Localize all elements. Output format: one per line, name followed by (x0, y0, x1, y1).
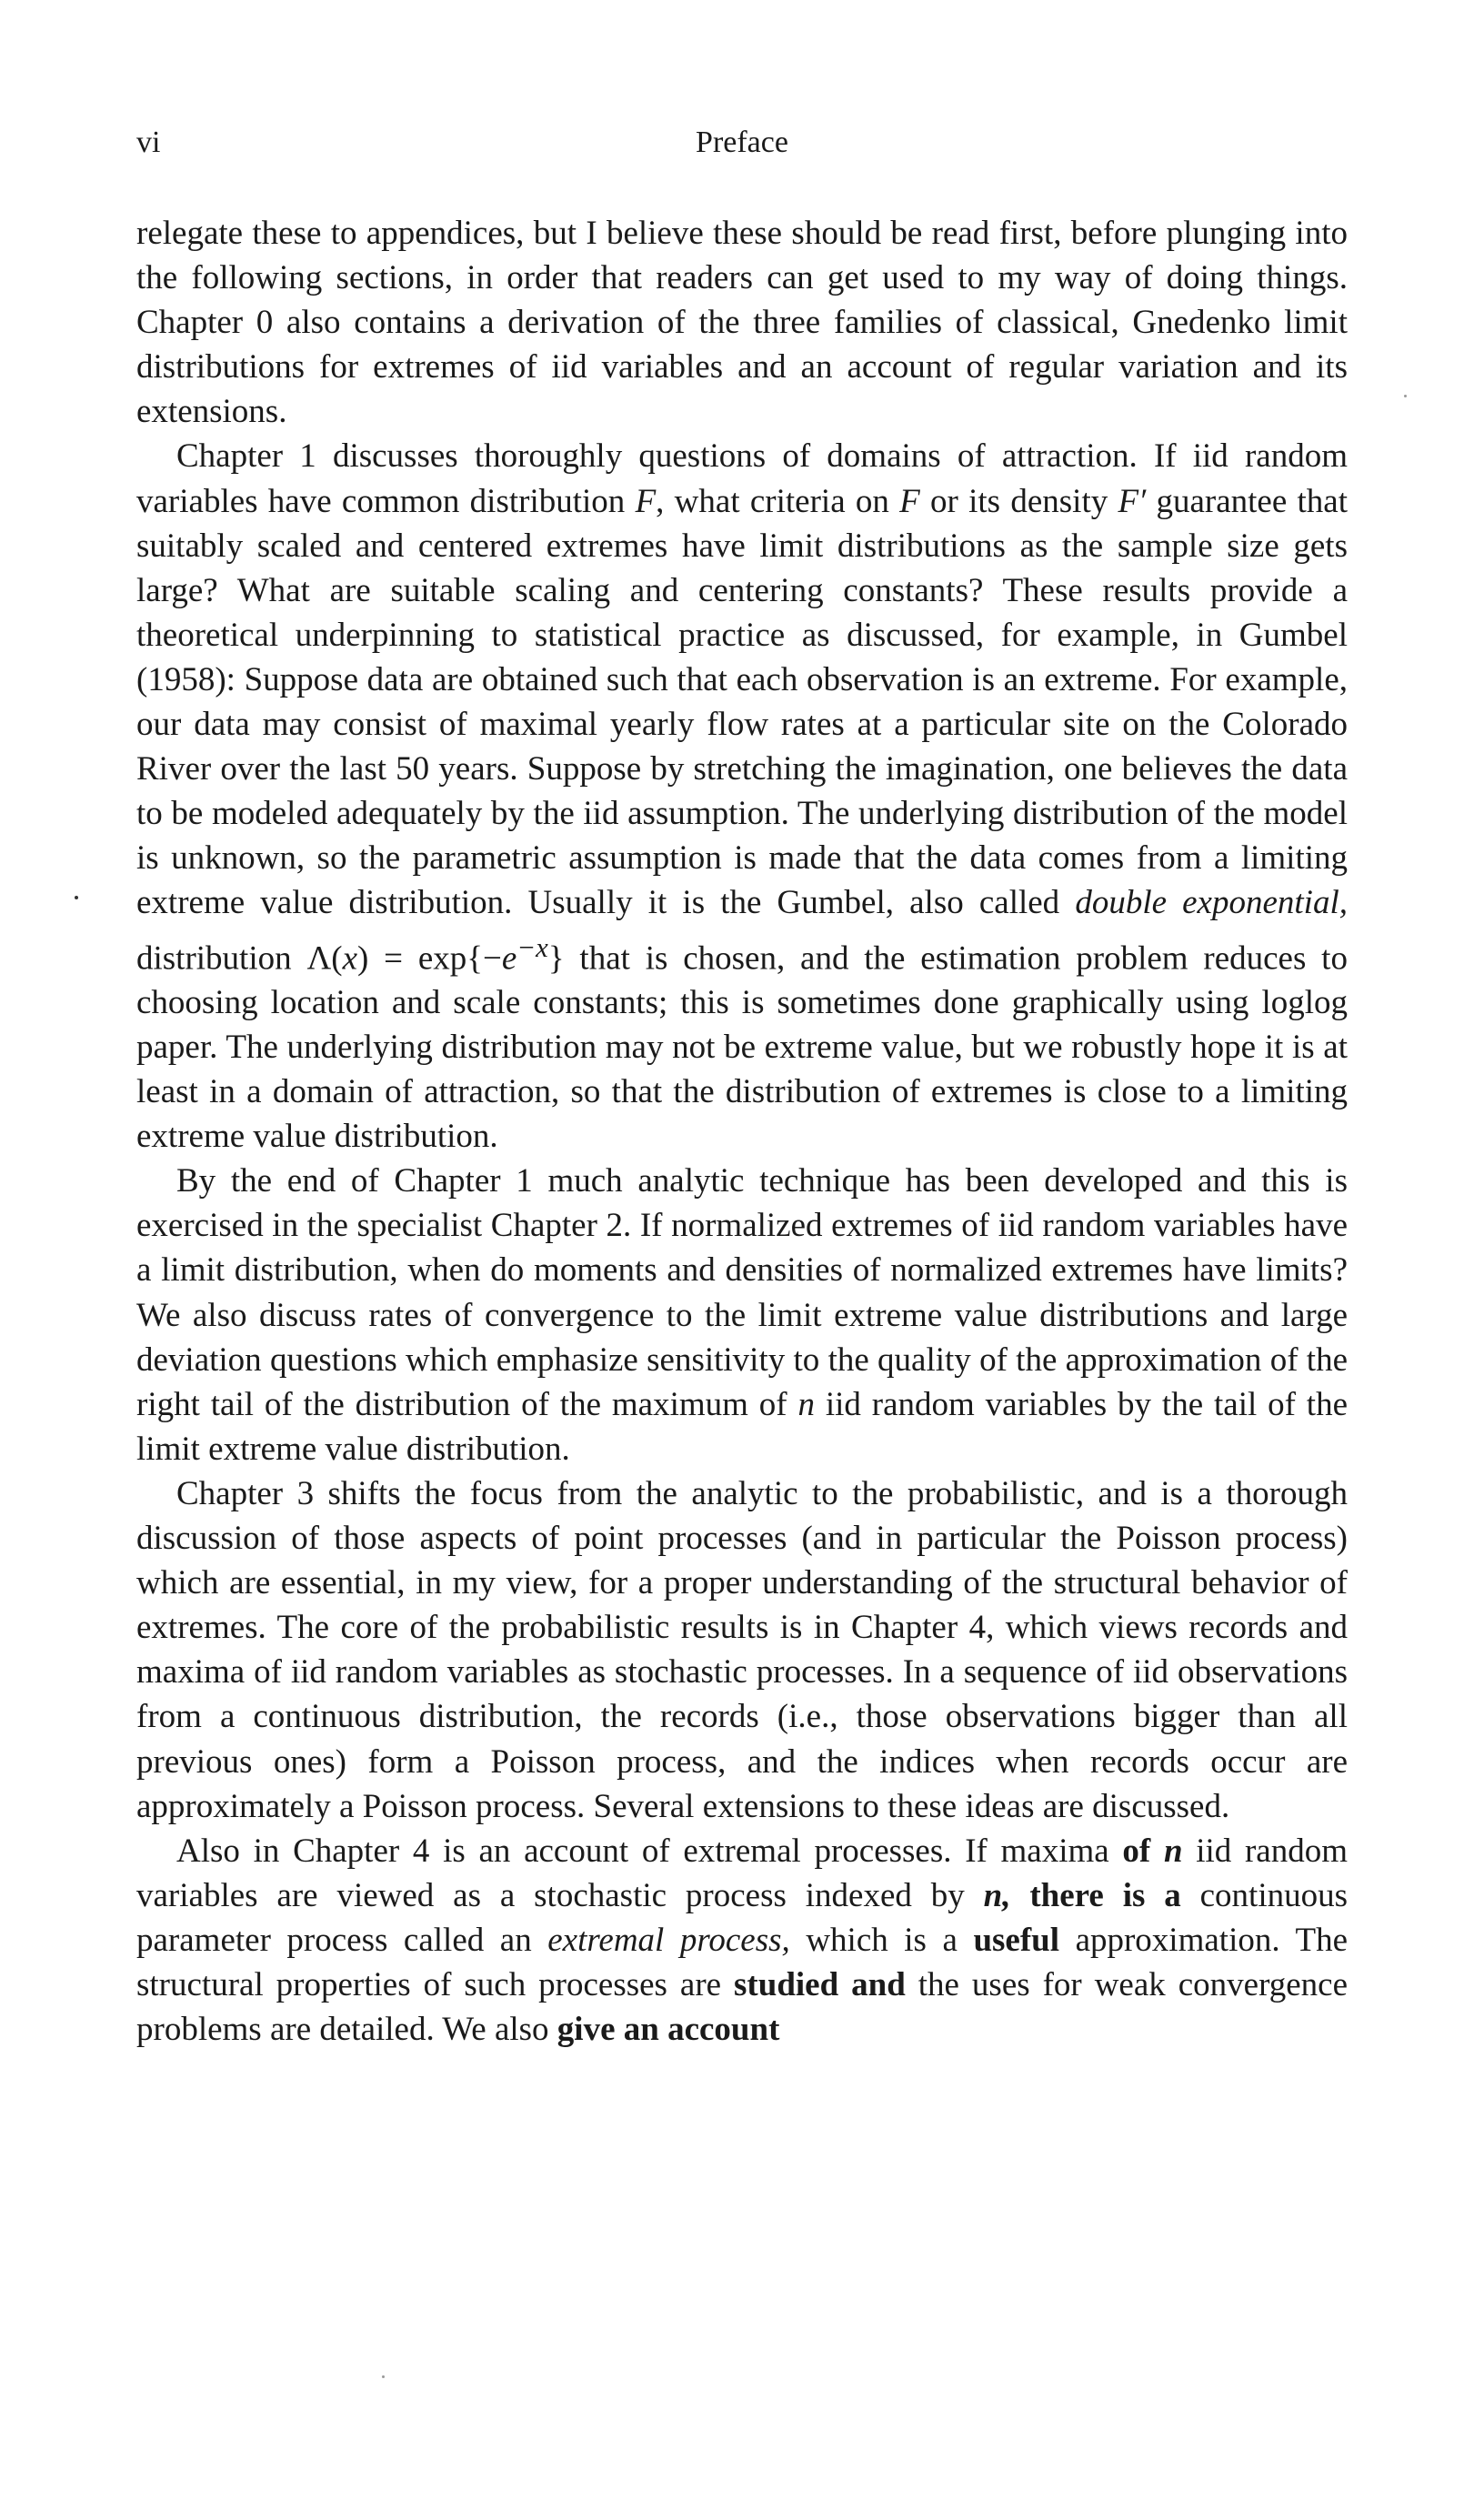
scan-speck (382, 2375, 385, 2378)
paragraph-2-text: distribution Λ( (136, 939, 343, 977)
paragraph-2-text: } that is chosen, and the estimation problem reduces to choosing location and scale constants; this is sometimes done graphically using loglog paper. The underlying distribution may not be extreme value, but we robustly hope it is at least in a domain of attraction, so that the distribution of extremes is close to a limiting extreme value distribution. (136, 939, 1348, 1156)
paragraph-2-text: guarantee that suitably scaled and centered extremes have limit distributions as the sample size gets large? What are suitable scaling and centering constants? These results provide a theoretical underpinning to statistical practice as discussed, for example, in Gumbel (1958): Suppose data are obtained such that each observation is an extreme. For example, our data may consist of maximal yearly flow rates at a particular site on the Colorado River over the last 50 years. Suppose by stretching the imagination, one believes the data to be modeled adequately by the iid assumption. The underlying distribution of the model is unknown, so the parametric assumption is made that the data comes from a limiting extreme value distribution. Usually it is the Gumbel, also called (136, 482, 1348, 922)
paragraph-5-text: the uses for weak convergence problems are detailed. We also (136, 1965, 1349, 2049)
math-exponent: −x (516, 931, 548, 963)
math-F: F (635, 482, 657, 520)
math-F-prime: F′ (1118, 482, 1147, 520)
running-head (136, 120, 1348, 166)
paragraph-2-text: Chapter 1 discusses thoroughly questions of domains of attraction. If iid random variables have common distribution (136, 437, 1348, 520)
paragraph-5-text: iid random variables are viewed as a stochastic process indexed by (136, 1832, 1349, 1914)
math-n: n, (983, 1876, 1011, 1914)
paragraph-1-text: relegate these to appendices, but I believe these should be read first, before plunging into the following sections, in order that readers can get used to my way of doing things. Chapter 0 also contains a derivation of the three families of classical, Gnedenko limit distributions for extremes of iid variables and an account of regular variation and its extensions. (136, 215, 1348, 431)
bold-text: of (1122, 1832, 1151, 1870)
math-e: e (501, 939, 517, 977)
paragraph-5 (136, 1829, 1348, 2052)
body-text (136, 211, 1348, 2052)
paragraph-2-text: ) = exp{− (357, 939, 502, 977)
paragraph-1 (136, 211, 1348, 434)
paragraph-2-text: or its density (919, 482, 1118, 520)
paragraph-4-text: Chapter 3 shifts the focus from the analytic to the probabilistic, and is a thorough discussion of those aspects of point processes (and in particular the Poisson process) which are essential, in my view, for a proper understanding of the structural behavior of extremes. The core of the probabilistic results is in Chapter 4, which views records and maxima of iid random variables as stochastic processes. In a sequence of iid observations from a continuous distribution, the records (i.e., those observations bigger than all previous ones) form a Poisson process, and the indices when records occur are approximately a Poisson process. Several extensions to these ideas are discussed. (136, 1474, 1348, 1825)
scan-speck (75, 896, 78, 899)
math-n: n (797, 1385, 815, 1423)
emphasis-extremal-process: extremal process, (547, 1921, 790, 1959)
paragraph-2 (136, 434, 1348, 1159)
bold-text: studied and (734, 1965, 906, 2003)
math-x: x (342, 939, 358, 977)
paragraph-3-text: By the end of Chapter 1 much analytic technique has been developed and this is exercised in the specialist Chapter 2. If normalized extremes of iid random variables have a limit distribution, when do moments and densities of normalized extremes have limits? We also discuss rates of convergence to the limit extreme value distributions and large deviation questions which emphasize sensitivity to the quality of the approximation of the right tail of the distribution of the maximum of (136, 1162, 1348, 1423)
bold-text: give an account (556, 2011, 780, 2049)
bold-text: there is a (1029, 1876, 1181, 1914)
math-F: F (899, 482, 920, 520)
paragraph-5-text: which is a (789, 1921, 974, 1959)
emphasis-double-exponential: double exponential, (1075, 884, 1348, 922)
paragraph-2-text: , what criteria on (656, 482, 900, 520)
paragraph-3 (136, 1159, 1348, 1471)
bold-text: useful (973, 1921, 1060, 1959)
paragraph-4 (136, 1471, 1348, 1829)
paragraph-5-text: approximation. The structural properties of such processes are (136, 1921, 1348, 2003)
paragraph-3-text: iid random variables by the tail of the limit extreme value distribution. (136, 1385, 1349, 1468)
paragraph-5-text: continuous parameter process called an (136, 1876, 1348, 1959)
math-n: n (1163, 1832, 1183, 1870)
scan-speck (1404, 395, 1407, 397)
running-head-title: Preface (696, 126, 788, 159)
paragraph-5-text: Also in Chapter 4 is an account of extremal processes. If maxima (176, 1832, 1123, 1870)
page-number: vi (136, 126, 161, 159)
